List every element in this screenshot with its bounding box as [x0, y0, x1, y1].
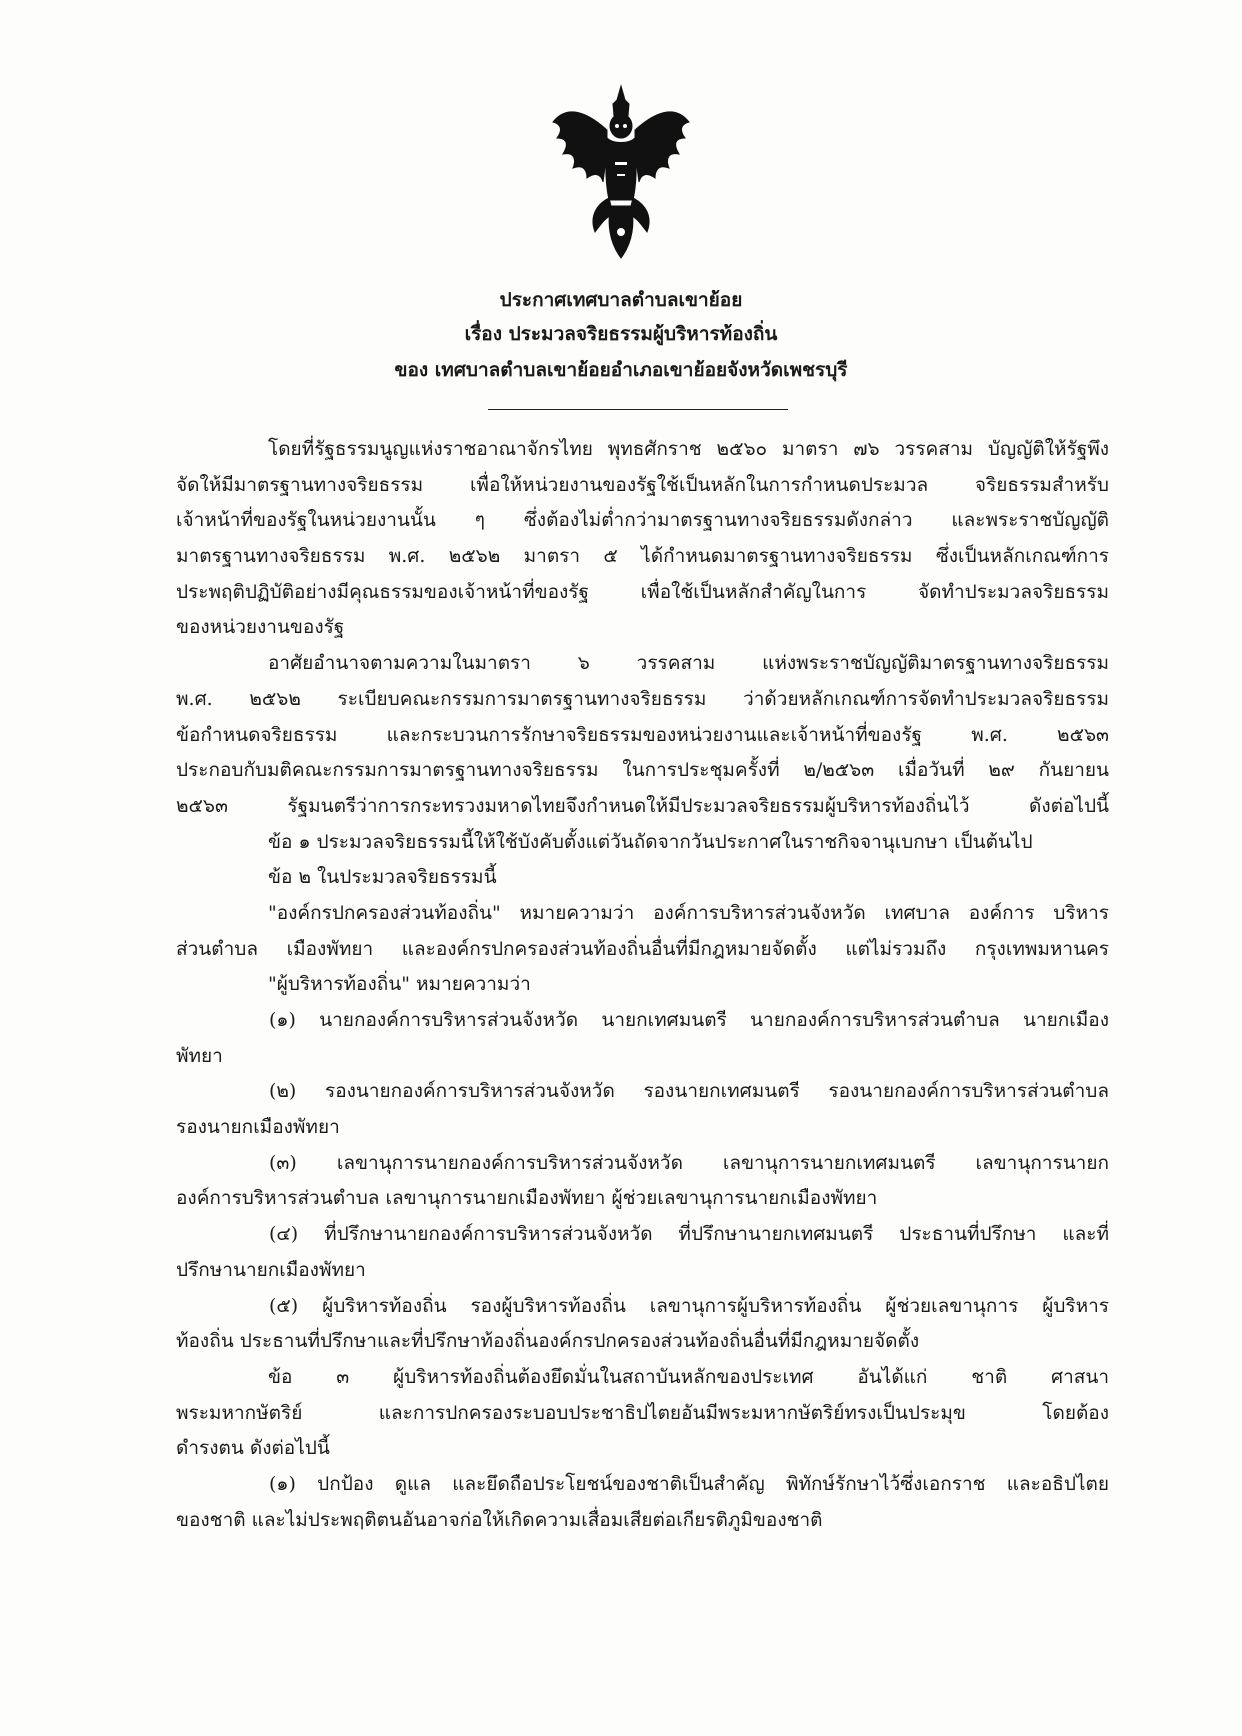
- list-item-line: (๔) ที่ปรึกษานายกองค์การบริหารส่วนจังหวัด ที่ปรึกษานายกเทศมนตรี ประธานที่ปรึกษา และที่: [269, 1223, 1109, 1246]
- body-line: ข้อกำหนดจริยธรรม และกระบวนการรักษาจริยธรรมของหน่วยงานและเจ้าหน้าที่ของรัฐ พ.ศ. ๒๕๖๓: [176, 723, 1109, 746]
- list-item-line: ท้องถิ่น ประธานที่ปรึกษาและที่ปรึกษาท้องถิ่นองค์กรปกครองส่วนท้องถิ่นอื่นที่มีกฎหมายจัดตั้ง: [176, 1330, 920, 1353]
- announcement-subject: เรื่อง ประมวลจริยธรรมผู้บริหารท้องถิ่น: [464, 323, 778, 345]
- announcement-issuer: ของ เทศบาลตำบลเขาย้อยอำเภอเขาย้อยจังหวัดเพชรบุรี: [394, 359, 848, 381]
- definition-line: "องค์กรปกครองส่วนท้องถิ่น" หมายความว่า องค์การบริหารส่วนจังหวัด เทศบาล องค์การ บริหาร: [268, 901, 1109, 924]
- clause-line: ข้อ ๒ ในประมวลจริยธรรมนี้: [268, 866, 497, 889]
- list-item-line: องค์การบริหารส่วนตำบล เลขานุการนายกเมืองพัทยา ผู้ช่วยเลขานุการนายกเมืองพัทยา: [176, 1187, 878, 1210]
- definition-line: "ผู้บริหารท้องถิ่น" หมายความว่า: [268, 973, 531, 996]
- garuda-emblem-icon: [547, 82, 695, 262]
- clause-line: ข้อ ๓ ผู้บริหารท้องถิ่นต้องยึดมั่นในสถาบันหลักของประเทศ อันได้แก่ ชาติ ศาสนา: [268, 1365, 1109, 1388]
- announcement-title: ประกาศเทศบาลตำบลเขาย้อย: [499, 289, 743, 311]
- list-item-line: (๓) เลขานุการนายกองค์การบริหารส่วนจังหวัด เลขานุการนายกเทศมนตรี เลขานุการนายก: [269, 1151, 1109, 1174]
- definition-line: ส่วนตำบล เมืองพัทยา และองค์กรปกครองส่วนท้องถิ่นอื่นที่มีกฎหมายจัดตั้ง แต่ไม่รวมถึง กรุงเทพมหานคร: [176, 937, 1109, 960]
- body-line: จัดให้มีมาตรฐานทางจริยธรรม เพื่อให้หน่วยงานของรัฐใช้เป็นหลักในการกำหนดประมวล จริยธรรมสำหรับ: [176, 473, 1109, 496]
- body-line: เจ้าหน้าที่ของรัฐในหน่วยงานนั้น ๆ ซึ่งต้องไม่ต่ำกว่ามาตรฐานทางจริยธรรมดังกล่าว และพระราชบัญญัติ: [176, 509, 1109, 532]
- clause-line: ข้อ ๑ ประมวลจริยธรรมนี้ให้ใช้บังคับตั้งแต่วันถัดจากวันประกาศในราชกิจจานุเบกษา เป็นต้นไป: [268, 830, 1033, 853]
- announcement-body: [176, 432, 1109, 1538]
- list-item-line: (๒) รองนายกองค์การบริหารส่วนจังหวัด รองนายกเทศมนตรี รองนายกองค์การบริหารส่วนตำบล: [269, 1080, 1109, 1103]
- clause-line: พระมหากษัตริย์ และการปกครองระบอบประชาธิปไตยอันมีพระมหากษัตริย์ทรงเป็นประมุข โดยต้อง: [176, 1401, 1109, 1424]
- list-item-line: ของชาติ และไม่ประพฤติตนอันอาจก่อให้เกิดความเสื่อมเสียต่อเกียรติภูมิของชาติ: [176, 1508, 823, 1531]
- body-line: ของหน่วยงานของรัฐ: [176, 616, 345, 639]
- list-item-line: ปรึกษานายกเมืองพัทยา: [176, 1258, 366, 1281]
- list-item-line: พัทยา: [176, 1044, 223, 1067]
- body-line: ประกอบกับมติคณะกรรมการมาตรฐานทางจริยธรรม ในการประชุมครั้งที่ ๒/๒๕๖๓ เมื่อวันที่ ๒๙ กันยายน: [176, 759, 1109, 782]
- body-line: พ.ศ. ๒๕๖๒ ระเบียบคณะกรรมการมาตรฐานทางจริยธรรม ว่าด้วยหลักเกณฑ์การจัดทำประมวลจริยธรรม: [176, 687, 1109, 710]
- list-item-line: (๑) นายกองค์การบริหารส่วนจังหวัด นายกเทศมนตรี นายกองค์การบริหารส่วนตำบล นายกเมือง: [269, 1009, 1109, 1031]
- body-line: อาศัยอำนาจตามความในมาตรา ๖ วรรคสาม แห่งพระราชบัญญัติมาตรฐานทางจริยธรรม: [268, 652, 1109, 675]
- body-line: ๒๕๖๓ รัฐมนตรีว่าการกระทรวงมหาดไทยจึงกำหนดให้มีประมวลจริยธรรมผู้บริหารท้องถิ่นไว้ ดังต่อไปนี้: [176, 794, 1109, 817]
- list-item-line: (๑) ปกป้อง ดูแล และยึดถือประโยชน์ของชาติเป็นสำคัญ พิทักษ์รักษาไว้ซึ่งเอกราช และอธิปไตย: [269, 1472, 1109, 1495]
- list-item-line: รองนายกเมืองพัทยา: [176, 1116, 340, 1139]
- body-line: โดยที่รัฐธรรมนูญแห่งราชอาณาจักรไทย พุทธศักราช ๒๕๖๐ มาตรา ๗๖ วรรคสาม บัญญัติให้รัฐพึง: [268, 438, 1109, 460]
- body-line: ประพฤติปฏิบัติอย่างมีคุณธรรมของเจ้าหน้าที่ของรัฐ เพื่อใช้เป็นหลักสำคัญในการ จัดทำประมวลจริยธรรม: [176, 580, 1109, 603]
- list-item-line: (๕) ผู้บริหารท้องถิ่น รองผู้บริหารท้องถิ่น เลขานุการผู้บริหารท้องถิ่น ผู้ช่วยเลขานุการ ผู้บริหาร: [269, 1294, 1109, 1317]
- body-line: มาตรฐานทางจริยธรรม พ.ศ. ๒๕๖๒ มาตรา ๕ ได้กำหนดมาตรฐานทางจริยธรรม ซึ่งเป็นหลักเกณฑ์การ: [176, 545, 1109, 568]
- clause-line: ดำรงตน ดังต่อไปนี้: [176, 1437, 330, 1460]
- title-divider: [488, 409, 788, 410]
